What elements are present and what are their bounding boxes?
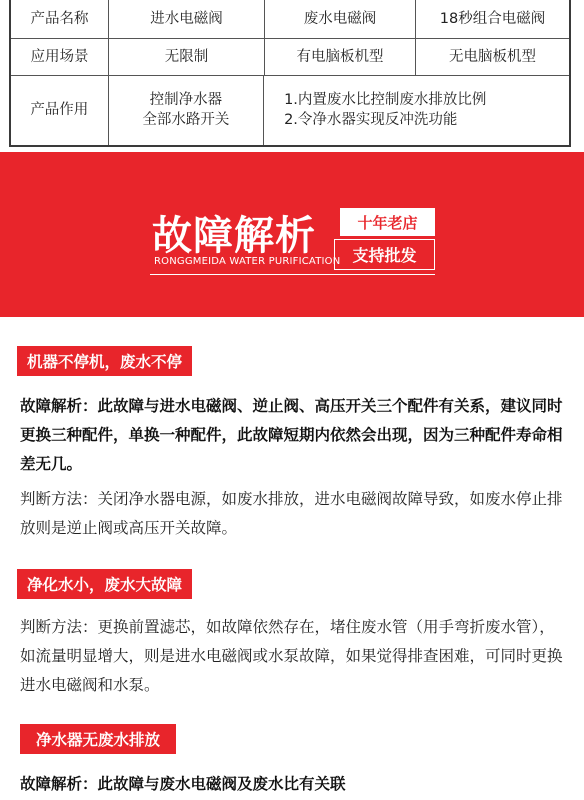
banner-title: 故障解析 <box>152 213 316 259</box>
section-heading: 净水器无废水排放 <box>20 724 176 754</box>
table-cell: 应用场景 <box>11 38 109 75</box>
banner-tag-wholesale: 支持批发 <box>334 239 435 270</box>
banner-divider <box>150 274 435 275</box>
table-cell: 无电脑板机型 <box>449 48 536 65</box>
section-paragraph: 判断方法：更换前置滤芯，如故障依然存在，堵住废水管（用手弯折废水管），如流量明显增大，则是进水电磁阀或水泵故障，如果觉得排查困难，可同时更换进水电磁阀和水泵。 <box>20 618 563 694</box>
table-cell-merged <box>264 75 569 145</box>
section-heading: 净化水小，废水大故障 <box>17 569 192 599</box>
fault-analysis-banner <box>0 152 584 317</box>
table-row <box>11 0 569 39</box>
section-paragraph: 故障解析：此故障与进水电磁阀、逆止阀、高压开关三个配件有关系，建议同时更换三种配件，单换一种配件，此故障短期内依然会出现，因为三种配件寿命相差无几。 <box>20 397 563 473</box>
table-cell <box>109 75 264 145</box>
table-cell: 有电脑板机型 <box>265 38 416 75</box>
table-row <box>11 38 569 76</box>
table-row <box>11 75 569 145</box>
section-heading: 机器不停机，废水不停 <box>17 346 192 376</box>
cell-line: 1.内置废水比控制废水排放比例 <box>284 92 487 108</box>
section-paragraph: 判断方法：关闭净水器电源，如废水排放，进水电磁阀故障导致，如废水停止排放则是逆止阀或高压开关故障。 <box>20 490 563 537</box>
table-cell: 废水电磁阀 <box>265 0 416 38</box>
table-cell: 产品作用 <box>11 75 109 145</box>
cell-line: 2.令净水器实现反冲洗功能 <box>284 112 458 128</box>
table-cell: 18秒组合电磁阀 <box>439 11 546 27</box>
banner-subtitle: RONGGMEIDA WATER PURIFICATION <box>154 256 341 267</box>
section-paragraph: 故障解析：此故障与废水电磁阀及废水比有关联 <box>20 775 346 793</box>
comparison-table <box>9 0 571 147</box>
table-cell: 无限制 <box>109 38 265 75</box>
table-cell: 产品名称 <box>11 0 109 38</box>
cell-line: 控制净水器 <box>149 92 223 108</box>
cell-line: 全部水路开关 <box>142 112 230 128</box>
table-cell: 进水电磁阀 <box>109 0 265 38</box>
banner-tag-store: 十年老店 <box>340 208 435 236</box>
